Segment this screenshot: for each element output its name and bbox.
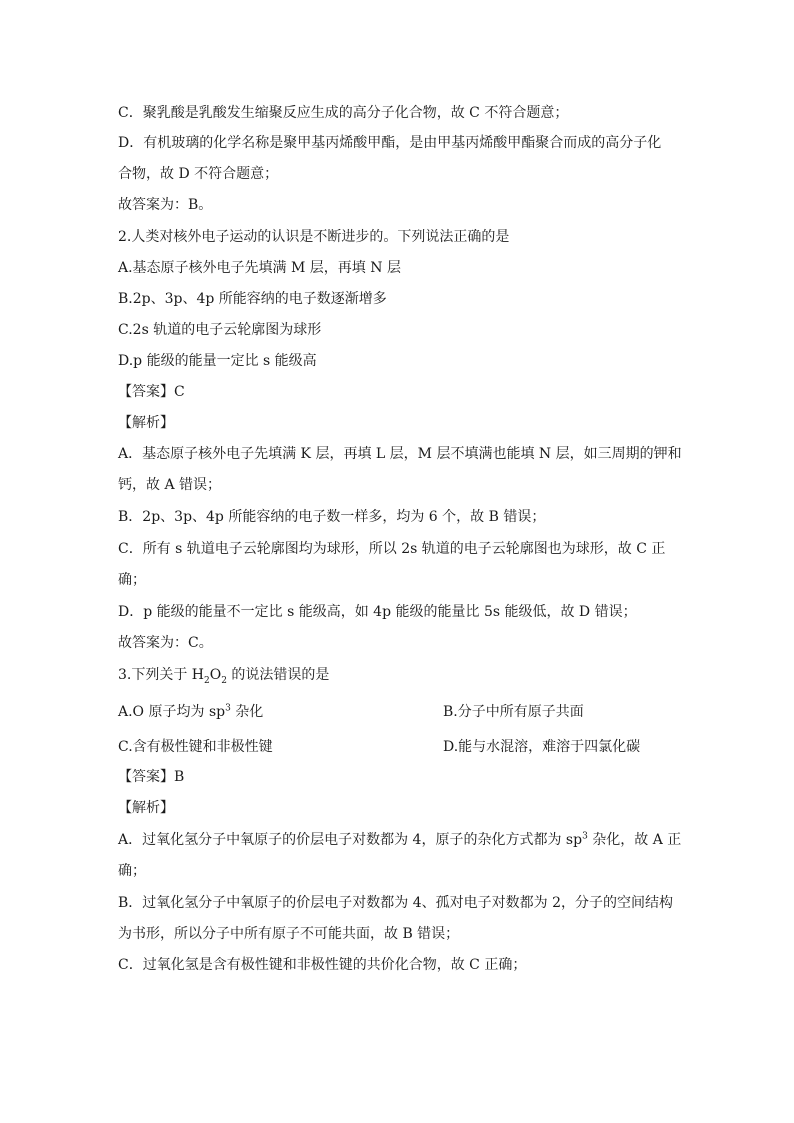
q3-explanation-a-superscript: 3 xyxy=(582,831,588,842)
q3-explanation-b-line1: B．过氧化氢分子中氧原子的价层电子对数都为 4、孤对电子对数都为 2，分子的空间结构 xyxy=(118,895,674,911)
prev-option-c-explanation: C．聚乳酸是乳酸发生缩聚反应生成的高分子化合物，故 C 不符合题意； xyxy=(118,105,569,121)
q3-explanation-c: C．过氧化氢是含有极性键和非极性键的共价化合物，故 C 正确； xyxy=(118,957,527,973)
q2-final-answer: 故答案为：C。 xyxy=(118,635,213,651)
q3-stem-subscript-2: 2 xyxy=(221,675,227,686)
q3-explanation-a-line2: 确； xyxy=(118,863,146,879)
q2-explanation-a-line2: 钙，故 A 错误； xyxy=(118,477,222,493)
q3-explanation-a-pre: A．过氧化氢分子中氧原子的价层电子对数都为 4，原子的杂化方式都为 sp xyxy=(118,832,583,848)
q3-option-b: B.分子中所有原子共面 xyxy=(443,704,584,720)
q2-option-c: C.2s 轨道的电子云轮廓图为球形 xyxy=(118,322,322,338)
q3-stem-pre: 3.下列关于 H xyxy=(118,667,205,683)
q2-explanation-b: B．2p、3p、4p 所能容纳的电子数一样多，均为 6 个，故 B 错误； xyxy=(118,509,546,525)
q3-explanation-a-post: 杂化，故 A 正 xyxy=(587,832,682,848)
q3-stem xyxy=(118,666,698,684)
q2-explanation-d: D．p 能级的能量不一定比 s 能级高，如 4p 能级的能量比 5s 能级低，故 D 错误； xyxy=(118,604,637,620)
q3-option-d: D.能与水混溶，难溶于四氯化碳 xyxy=(443,739,641,755)
q3-explanation-a-line1 xyxy=(118,831,698,849)
q2-explanation-c-line2: 确； xyxy=(118,572,146,588)
q3-option-a-post: 杂化 xyxy=(230,704,264,720)
q2-analysis-label: 【解析】 xyxy=(118,415,174,431)
prev-final-answer: 故答案为：B。 xyxy=(118,197,213,213)
q3-stem-post: 的说法错误的是 xyxy=(226,667,330,683)
q3-option-a-pre: A.O 原子均为 sp xyxy=(118,704,226,720)
q3-option-a-superscript: 3 xyxy=(225,703,231,714)
q2-explanation-c-line1: C．所有 s 轨道电子云轮廓图均为球形，所以 2s 轨道的电子云轮廓图也为球形，故 C 正 xyxy=(118,541,666,557)
q2-option-d: D.p 能级的能量一定比 s 能级高 xyxy=(118,353,317,369)
q3-stem-subscript-1: 2 xyxy=(204,675,210,686)
prev-option-d-explanation-line1: D．有机玻璃的化学名称是聚甲基丙烯酸甲酯，是由甲基丙烯酸甲酯聚合而成的高分子化 xyxy=(118,135,662,151)
q3-explanation-b-line2: 为书形，所以分子中所有原子不可能共面，故 B 错误； xyxy=(118,926,460,942)
q3-stem-mid: O xyxy=(209,667,222,683)
q2-option-a: A.基态原子核外电子先填满 M 层，再填 N 层 xyxy=(118,260,401,276)
q2-stem: 2.人类对核外电子运动的认识是不断进步的。下列说法正确的是 xyxy=(118,229,510,245)
q2-explanation-a-line1: A．基态原子核外电子先填满 K 层，再填 L 层，M 层不填满也能填 N 层，如三周期的钾和 xyxy=(118,446,682,462)
q3-answer: 【答案】B xyxy=(118,769,185,785)
q3-option-a xyxy=(118,703,418,721)
q2-option-b: B.2p、3p、4p 所能容纳的电子数逐渐增多 xyxy=(118,291,387,307)
q3-option-c: C.含有极性键和非极性键 xyxy=(118,739,273,755)
prev-option-d-explanation-line2: 合物，故 D 不符合题意； xyxy=(118,166,279,182)
q2-answer: 【答案】C xyxy=(118,384,185,400)
q3-analysis-label: 【解析】 xyxy=(118,800,174,816)
